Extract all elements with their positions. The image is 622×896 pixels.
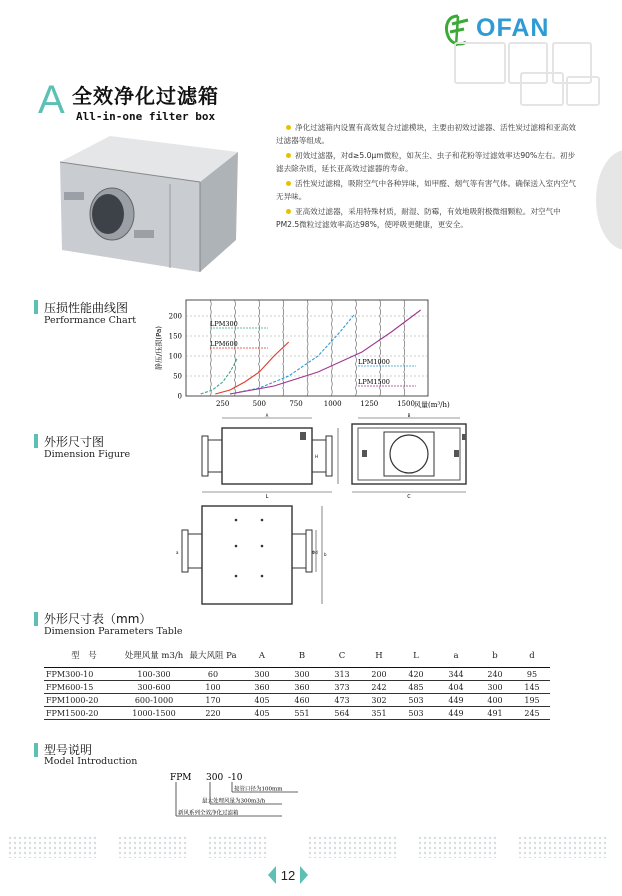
table-cell: 240 [476,668,514,681]
model-part-diameter: -10 [228,773,243,783]
table-cell: FPM600-15 [44,681,124,694]
series-line-lpm1000 [230,314,355,394]
page-number-badge [268,864,308,886]
table-cell: FPM300-10 [44,668,124,681]
table-cell: 344 [436,668,476,681]
model-diagram [170,770,330,822]
section-title-dimension: 外形尺寸图 [44,435,105,449]
table-cell: 60 [184,668,242,681]
feature-item: 活性炭过滤棉，吸附空气中各种异味，如甲醛、烟气等有害气体。确保送入室内空气无异味。 [276,179,576,201]
table-cell: 242 [362,681,396,694]
y-axis-label: 静压/压损(Pa) [155,325,163,371]
model-desc-airflow: 最大处理风量为300m3/h [202,798,266,805]
table-row [44,681,550,694]
model-desc-series: 新风系列全效净化过滤箱 [178,810,239,817]
table-cell: 300 [242,668,282,681]
table-cell: 600-1000 [124,694,184,707]
section-title-params: 外形尺寸表（mm） [44,612,152,626]
legend-label: LPM1000 [358,358,390,366]
legend-label: LPM600 [210,340,238,348]
table-cell: 145 [514,681,550,694]
section-bar [34,612,38,626]
table-cell: 420 [396,668,436,681]
table-row [44,707,550,720]
legend-label: LPM300 [210,320,238,328]
section-letter: A [38,78,65,122]
table-cell: FPM1000-20 [44,694,124,707]
section-subtitle-model: Model Introduction [44,756,138,767]
side-tab [596,150,622,250]
y-tick-label: 50 [173,372,182,381]
table-header-cell: H [362,645,396,668]
table-cell: 170 [184,694,242,707]
bullet-dot-icon [286,209,291,214]
table-cell: 302 [362,694,396,707]
product-image [50,122,240,282]
dim-label-lower-a: a [176,550,179,555]
feature-item: 亚高效过滤器，采用特殊材质，耐湿、防霉，有效地吸附极微细颗粒。对空气中PM2.5微粒过滤效率高达98%，使呼吸更健康，更安全。 [276,207,561,229]
table-header-cell: a [436,645,476,668]
table-cell: 485 [396,681,436,694]
table-cell: 300-600 [124,681,184,694]
table-cell: 449 [436,707,476,720]
section-subtitle-params: Dimension Parameters Table [44,626,183,637]
page-subtitle: All-in-one filter box [76,110,216,123]
table-cell: 491 [476,707,514,720]
model-part-series: FPM [170,773,192,783]
bullet-dot-icon [286,181,291,186]
table-cell: 503 [396,694,436,707]
chart-gridline [404,300,405,396]
x-tick-label: 1250 [360,400,379,408]
performance-chart [150,294,450,420]
table-cell: 460 [282,694,322,707]
chart-labels [154,313,450,410]
page-number: 12 [280,868,296,883]
decor-dot-band [8,836,614,858]
table-header-cell: C [322,645,362,668]
y-tick-label: 150 [168,332,182,341]
section-title-model: 型号说明 [44,743,93,757]
table-cell: 473 [322,694,362,707]
table-cell: 405 [242,707,282,720]
table-cell: 300 [476,681,514,694]
table-cell: 404 [436,681,476,694]
table-cell: 313 [322,668,362,681]
table-cell: 195 [514,694,550,707]
bullet-dot-icon [286,153,291,158]
x-tick-label: 1500 [397,400,415,408]
y-tick-label: 0 [177,392,182,401]
table-header-cell: d [514,645,550,668]
dimension-side-view [344,412,474,502]
table-cell: FPM1500-20 [44,707,124,720]
x-tick-label: 250 [215,400,230,408]
chart-gridline [307,300,308,396]
table-header-cell: 处理风量 m3/h [124,645,184,668]
bullet-dot-icon [286,125,291,130]
table-cell: 503 [396,707,436,720]
table-cell: 449 [436,694,476,707]
section-title-performance: 压损性能曲线图 [44,301,129,315]
y-tick-label: 100 [168,352,182,361]
dimension-front-view [192,412,342,502]
dim-label-h: H [315,454,319,459]
section-subtitle-dimension: Dimension Figure [44,449,131,460]
table-cell: 360 [242,681,282,694]
series-line-lpm1500 [230,310,421,394]
feature-item: 净化过滤箱内设置有高效复合过滤模块，主要由初效过滤器、活性炭过滤棉和亚高效过滤器等组成。 [276,123,576,145]
table-cell: 564 [322,707,362,720]
y-tick-label: 200 [168,312,182,321]
table-cell: 220 [184,707,242,720]
decor-square [566,76,600,106]
model-desc-diameter: 接管口径为100mm [234,786,283,793]
section-bar [34,434,38,448]
x-tick-label: 500 [252,400,267,408]
table-cell: 245 [514,707,550,720]
brand-logo-text: OFAN [476,14,550,42]
page-title: 全效净化过滤箱 [72,84,219,108]
section-subtitle-performance: Performance Chart [44,315,137,326]
table-row [44,694,550,707]
feature-item: 初效过滤器，对d≥5.0μm微粒，如灰尘、虫子和花粉等过滤效率达90%左右。初步滤去除杂质，延长亚高效过滤器的寿命。 [276,151,576,173]
chart-gridline [355,300,356,396]
table-cell: 373 [322,681,362,694]
legend-label: LPM1500 [358,378,390,386]
decor-square [454,42,506,84]
table-cell: 200 [362,668,396,681]
x-tick-label: 1000 [323,400,342,408]
table-header-row [44,645,550,668]
table-cell: 300 [282,668,322,681]
section-bar [34,300,38,314]
table-cell: 95 [514,668,550,681]
table-cell: 100-300 [124,668,184,681]
dim-label-a: A [265,413,269,418]
dim-label-l: L [265,494,269,500]
x-axis-label: 风量(m³/h) [414,401,450,409]
table-header-cell: 最大风阻 Pa [184,645,242,668]
dimension-table [44,645,550,720]
table-cell: 100 [184,681,242,694]
table-cell: 405 [242,694,282,707]
dimension-top-view [172,500,332,608]
table-row [44,668,550,681]
feature-list [276,121,576,233]
table-header-cell: 型 号 [44,645,124,668]
table-header-cell: L [396,645,436,668]
model-part-airflow: 300 [206,773,224,783]
section-bar [34,743,38,757]
table-header-cell: A [242,645,282,668]
table-cell: 551 [282,707,322,720]
dim-label-lower-b: b [324,552,327,557]
series-line-lpm600 [215,342,288,394]
table-header-cell: b [476,645,514,668]
dim-label-phid: Φd [312,550,318,555]
table-cell: 360 [282,681,322,694]
decor-square [520,72,564,106]
chart-gridline [331,300,332,396]
next-arrow-icon [300,866,308,884]
table-header-cell: B [282,645,322,668]
table-cell: 400 [476,694,514,707]
dim-label-b: B [407,413,411,418]
table-cell: 1000-1500 [124,707,184,720]
x-tick-label: 750 [289,400,303,408]
prev-arrow-icon [268,866,276,884]
dim-label-c: C [407,494,411,500]
table-cell: 351 [362,707,396,720]
